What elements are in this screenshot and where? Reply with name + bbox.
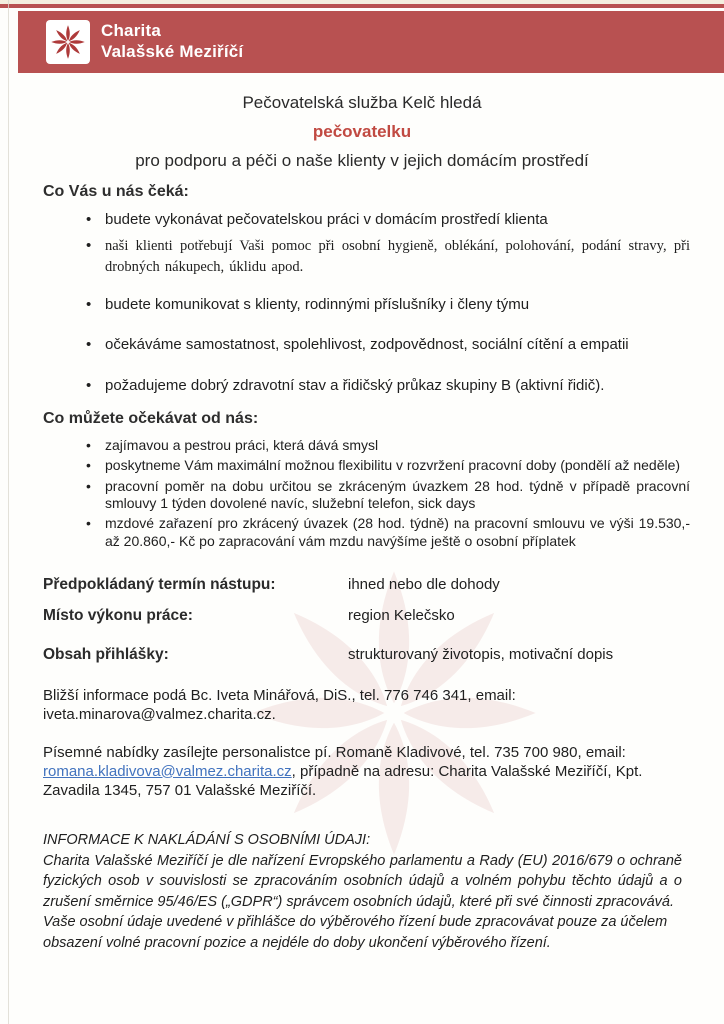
caritas-logo [46, 20, 90, 64]
expectations-list [0, 210, 690, 395]
bullet-icon: • [86, 236, 92, 254]
contact-info-applications [43, 743, 666, 801]
detail-value-application-content: strukturovaný životopis, motivační dopis [348, 646, 614, 664]
gdpr-paragraph-2: Vaše osobní údaje uvedené v přihlášce do výběrového řízení bude zpracovávat pouze za účelem obsazení volné pracovní pozice a nejdéle do doby ukončení výběrového řízení. [43, 914, 668, 952]
detail-label-application-content: Obsah přihlášky: [43, 646, 169, 664]
application-email-link[interactable]: romana.kladivova@valmez.charita.cz [43, 762, 292, 780]
contact-info-text: Bližší informace podá Bc. Iveta Minářová, DiS., tel. 776 746 341, email: [43, 687, 516, 705]
bullet-icon: • [86, 457, 91, 474]
org-name [101, 21, 243, 62]
bullet-icon: • [86, 376, 92, 394]
detail-label-start-date: Předpokládaný termín nástupu: [43, 576, 276, 594]
gdpr-heading: INFORMACE K NAKLÁDÁNÍ S OSOBNÍMI ÚDAJI: [43, 832, 371, 849]
bullet-icon: • [86, 437, 91, 454]
list-item: • poskytneme Vám maximální možnou flexibilitu v rozvržení pracovní doby (pondělí až neděle) [86, 457, 681, 474]
list-item: • požadujeme dobrý zdravotní stav a řidičský průkaz skupiny B (aktivní řidič). [86, 376, 605, 394]
org-name-line2: Valašské Meziříčí [101, 42, 244, 61]
detail-row-application-content [43, 646, 724, 664]
job-title-line: Pečovatelská služba Kelč hledá [242, 93, 482, 112]
list-item: • budete komunikovat s klienty, rodinnými příslušníky i členy týmu [86, 295, 530, 313]
job-details [43, 576, 724, 664]
detail-value-location: region Kelečsko [348, 607, 455, 625]
bullet-icon: • [86, 515, 91, 532]
section-heading-offer: Co můžete očekávat od nás: [43, 410, 259, 428]
header-banner [18, 11, 724, 73]
bullet-icon: • [86, 477, 91, 494]
top-accent-line [0, 4, 724, 8]
caritas-flame-icon [49, 23, 87, 61]
list-item: • pracovní poměr na dobu určitou se zkráceným úvazkem 28 hod. týdně v případě pracovní smlouvy 1 týden dovolené navíc, služební telefon, sick days [86, 477, 690, 512]
bullet-icon: • [86, 295, 92, 313]
org-name-line1: Charita [101, 21, 161, 41]
section-heading-expectations: Co Vás u nás čeká: [43, 183, 189, 200]
contact-email-primary: iveta.minarova@valmez.charita.cz. [43, 706, 276, 724]
list-item: • naši klienti potřebují Vaši pomoc při osobní hygieně, oblékání, polohování, podání stravy, při drobných nákupech, úklidu apod. [86, 236, 690, 278]
gdpr-section [43, 830, 682, 953]
application-text-after: , případně na adresu: Charita Valašské Meziříčí, Kpt. Zavadila 1345, 757 01 Valašské Meziříčí. [43, 762, 643, 799]
list-item: • zajímavou a pestrou práci, která dává smysl [86, 437, 379, 454]
bullet-icon: • [86, 211, 92, 228]
detail-row-start-date [43, 576, 724, 594]
offer-list [0, 437, 690, 550]
detail-label-location: Místo výkonu práce: [43, 607, 193, 625]
list-item: • očekáváme samostatnost, spolehlivost, zodpovědnost, sociální cítění a empatii [86, 336, 629, 354]
detail-value-start-date: ihned nebo dle dohody [348, 576, 500, 594]
list-item: • mzdové zařazení pro zkrácený úvazek (28 hod. týdně) na pracovní smlouvu ve výši 19.530,- až 20.860,- Kč po zapracování vám mzdu navýšíme ještě o osobní příplatek [86, 515, 690, 549]
bullet-icon: • [86, 336, 92, 354]
detail-row-location [43, 607, 724, 625]
document-content [0, 93, 724, 954]
job-subtitle: pro podporu a péči o naše klienty v jejich domácím prostředí [135, 151, 589, 170]
contact-info-primary [43, 686, 666, 724]
gdpr-paragraph-1: Charita Valašské Meziříčí je dle nařízení Evropského parlamentu a Rady (EU) 2016/679 o ochraně fyzických osob v souvislosti se zpracováním osobních údajů a volném pohybu těchto údajů a o zrušení směrnice 95/46/ES („GDPR“) správcem osobních údajů, které při své činnosti zpracovává. [43, 852, 682, 910]
list-item: • budete vykonávat pečovatelskou práci v domácím prostředí klienta [86, 211, 548, 228]
job-position-title: pečovatelku [312, 122, 412, 141]
application-text-before: Písemné nabídky zasílejte personalistce pí. Romaně Kladivové, tel. 735 700 980, email: [43, 743, 626, 761]
job-title-block [0, 93, 724, 171]
